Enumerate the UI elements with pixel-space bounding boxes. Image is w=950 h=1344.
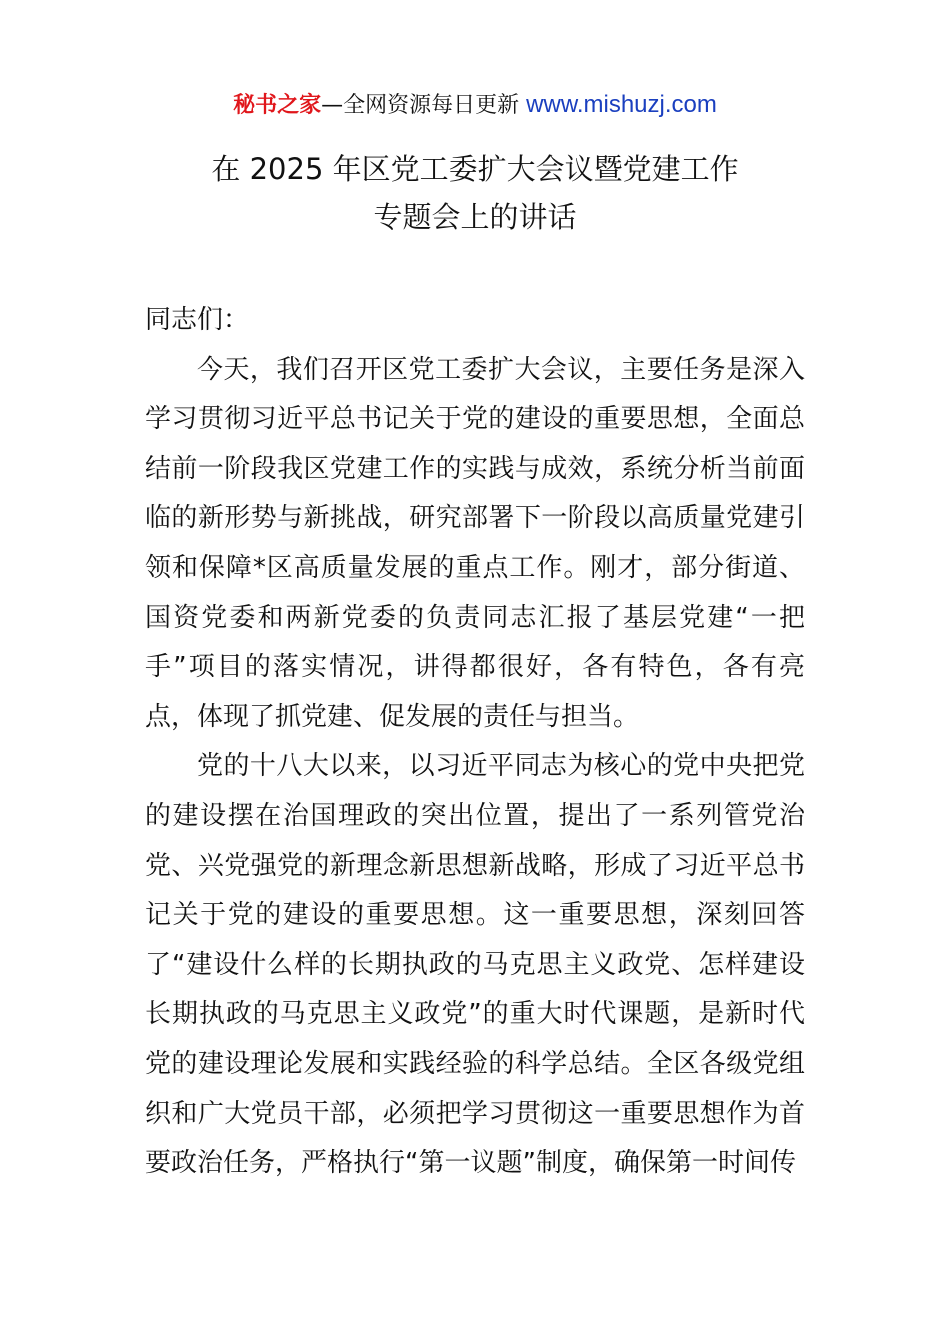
body-paragraph-1: 今天，我们召开区党工委扩大会议，主要任务是深入学习贯彻习近平总书记关于党的建设的重要思想，全面总结前一阶段我区党建工作的实践与成效，系统分析当前面临的新形势与新挑战，研究部署下一阶段以高质量党建引领和保障*区高质量发展的重点工作。刚才，部分街道、国资党委和两新党委的负责同志汇报了基层党建“一把手”项目的落实情况，讲得都很好，各有特色，各有亮点，体现了抓党建、促发展的责任与担当。 [145, 354, 805, 732]
site-tagline: —全网资源每日更新 [321, 93, 520, 118]
document-body [145, 296, 805, 1189]
title-line-2: 专题会上的讲话 [373, 200, 577, 234]
document-title [0, 145, 950, 241]
site-brand: 秘书之家 [233, 93, 322, 118]
body-paragraph-2: 党的十八大以来，以习近平同志为核心的党中央把党的建设摆在治国理政的突出位置，提出了一系列管党治党、兴党强党的新理念新思想新战略，形成了习近平总书记关于党的建设的重要思想。这一重要思想，深刻回答了“建设什么样的长期执政的马克思主义政党、怎样建设长期执政的马克思主义政党”的重大时代课题，是新时代党的建设理论发展和实践经验的科学总结。全区各级党组织和广大党员干部，必须把学习贯彻这一重要思想作为首要政治任务，严格执行“第一议题”制度，确保第一时间传 [145, 751, 805, 1179]
site-header [0, 88, 950, 123]
site-url-link[interactable]: www.mishuzj.com [526, 91, 717, 118]
salutation: 同志们： [145, 305, 250, 335]
title-line-1: 在 2025 年区党工委扩大会议暨党建工作 [211, 152, 739, 186]
